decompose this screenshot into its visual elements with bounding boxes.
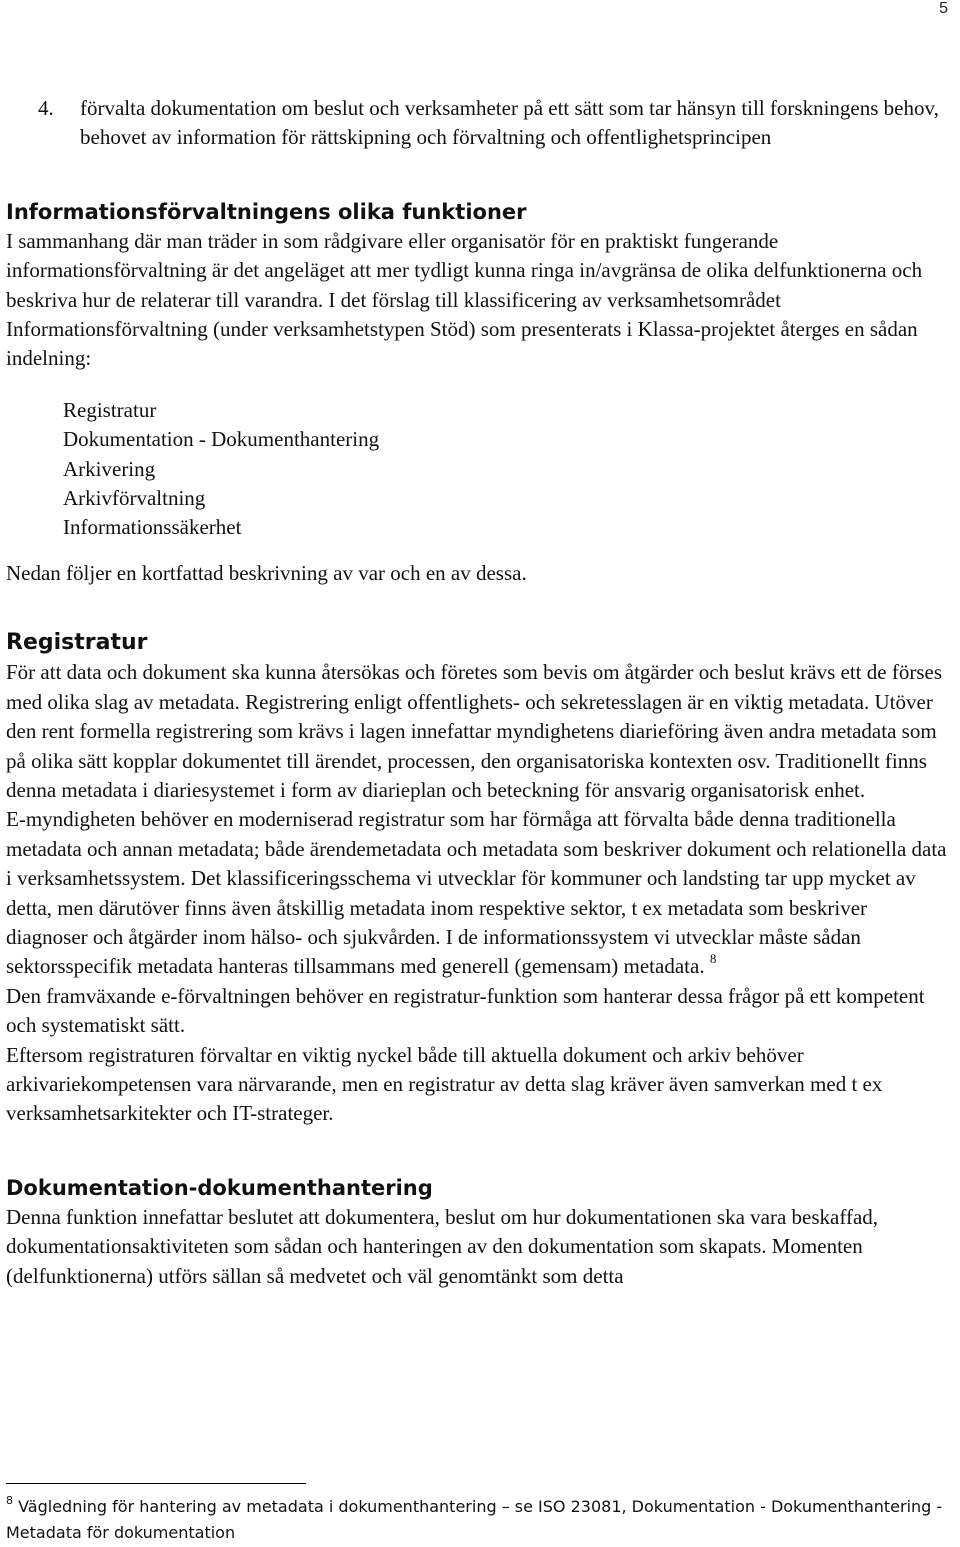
- function-item-arkivering: Arkivering: [63, 456, 156, 481]
- page-number: 5: [939, 0, 948, 17]
- registratur-paragraph-1: För att data och dokument ska kunna återsökas och företes som bevis om åtgärder och beslut krävs ett de förses med olika slag av metadata. Registrering enligt offentlighets- och sekretesslagen är en viktig metadata. Utöver den rent formella registrering som krävs i lagen innefattar myndighetens diarieföring även andra metadata som på olika sätt kopplar dokumentet till ärendet, processen, den organisatoriska kontexten osv. Traditionellt finns denna metadata i diariesystemet i form av diarieplan och beteckning för ansvarig organisatorisk enhet.: [6, 660, 942, 802]
- registratur-paragraph-2-text: E-myndigheten behöver en moderniserad registratur som har förmåga att förvalta både denna traditionella metadata och annan metadata; både ärendemetadata och metadata som beskriver dokument och relationella data i verksamhetssystem. Det klassificeringsschema vi utvecklar för kommuner och landsting tar upp mycket av detta, men därutöver finns även åtskillig metadata inom respektive sektor, t ex metadata som beskriver diagnoser och åtgärder inom hälso- och sjukvården. I de informationssystem vi utvecklar måste sådan sektorsspecifik metadata hanteras tillsammans med generell (gemensam) metadata.: [6, 807, 947, 979]
- footnote-separator: [6, 1483, 306, 1484]
- registratur-paragraph-3: Den framväxande e-förvaltningen behöver en registratur-funktion som hanterar dessa frågor på ett kompetent och systematiskt sätt.: [6, 983, 925, 1038]
- registratur-paragraph-2: [6, 805, 950, 981]
- footnote-text: Vägledning för hantering av metadata i dokumenthantering – se ISO 23081, Dokumentation - Dokumenthantering - Metadata för dokumentation: [6, 1497, 943, 1542]
- list-item-number: 4.: [38, 96, 54, 120]
- section-intro-paragraph: I sammanhang där man träder in som rådgivare eller organisatör för en praktiskt fungerande informationsförvaltning är det angeläget att mer tydligt kunna ringa in/avgränsa de olika delfunktionerna och beskriva hur de relaterar till varandra. I det förslag till klassificering av verksamhetsområdet Informationsförvaltning (under verksamhetstypen Stöd) som presenterats i Klassa-projektet återges en sådan indelning:: [6, 228, 923, 371]
- function-item-informationssakerhet: Informationssäkerhet: [63, 515, 242, 540]
- function-item-dokumentation: Dokumentation - Dokumenthantering: [63, 427, 380, 452]
- section-heading-registratur: Registratur: [6, 630, 148, 656]
- numbered-list-item-4: [6, 94, 950, 153]
- function-item-registratur: Registratur: [63, 397, 157, 422]
- footnote: [6, 1494, 950, 1546]
- functions-list: [6, 396, 950, 543]
- section-heading-informationsforvaltning: Informationsförvaltningens olika funktioner: [6, 199, 527, 224]
- list-item-text: förvalta dokumentation om beslut och verksamheter på ett sätt som tar hänsyn till forskningens behov, behovet av information för rättskipning och förvaltning och offentlighetsprincipen: [80, 96, 939, 150]
- registratur-paragraph-4: Eftersom registraturen förvaltar en viktig nyckel både till aktuella dokument och arkiv behöver arkivariekompetensen vara närvarande, men en registratur av detta slag kräver även samverkan med t ex verksamhetsarkitekter och IT-strateger.: [6, 1042, 883, 1126]
- page-body: [6, 94, 950, 1291]
- section-heading-dokumentation: Dokumentation-dokumenthantering: [6, 1175, 433, 1200]
- dokumentation-paragraph-1: Denna funktion innefattar beslutet att dokumentera, beslut om hur dokumentationen ska vara beskaffad, dokumentationsaktiviteten som sådan och hanteringen av den dokumentation som skapats. Momenten (delfunktionerna) utförs sällan så medvetet och väl genomtänkt som detta: [6, 1204, 879, 1288]
- footnote-number: 8: [6, 1494, 13, 1507]
- list-followup-paragraph: Nedan följer en kortfattad beskrivning av var och en av dessa.: [6, 560, 527, 585]
- footnote-reference[interactable]: 8: [709, 951, 717, 967]
- function-item-arkivforvaltning: Arkivförvaltning: [63, 486, 206, 511]
